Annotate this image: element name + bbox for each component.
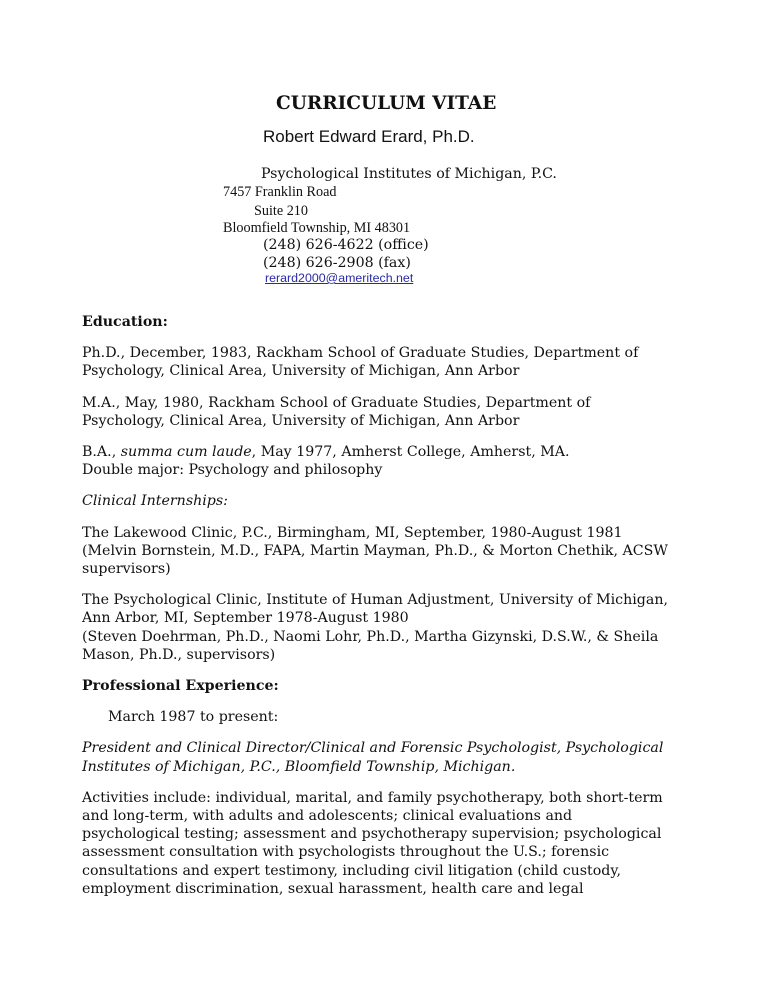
internship-lakewood-line3: supervisors): [82, 561, 171, 578]
degree-phd-line2: Psychology, Clinical Area, University of Michigan, Ann Arbor: [82, 363, 520, 380]
degree-ma-line2: Psychology, Clinical Area, University of Michigan, Ann Arbor: [82, 412, 520, 429]
degree-ba-line1: [82, 443, 692, 461]
degree-ba: [82, 443, 692, 479]
degree-phd: [82, 344, 692, 380]
email-link[interactable]: rerard2000@ameritech.net: [265, 271, 414, 285]
address-suite: Suite 210: [254, 203, 308, 219]
internship-psych-line2: Ann Arbor, MI, September 1978-August 1980: [82, 610, 409, 627]
internships-heading: Clinical Internships:: [82, 493, 228, 510]
experience-activities-line1: Activities include: individual, marital, and family psychotherapy, both short-term: [82, 789, 663, 806]
experience-activities-line4: assessment consultation with psychologists throughout the U.S.; forensic: [82, 844, 610, 861]
experience-activities-line5: consultations and expert testimony, including civil litigation (child custody,: [82, 862, 622, 879]
internship-lakewood: [82, 524, 692, 579]
cv-body: [82, 313, 692, 911]
degree-ba-rest: , May 1977, Amherst College, Amherst, MA.: [251, 444, 570, 461]
degree-ba-prefix: B.A.,: [82, 444, 121, 461]
degree-ma: [82, 394, 692, 430]
education-heading: Education:: [82, 314, 168, 330]
degree-phd-line1: Ph.D., December, 1983, Rackham School of Graduate Studies, Department of: [82, 345, 639, 362]
phone-office: (248) 626-4622 (office): [263, 237, 429, 253]
degree-ma-line1: M.A., May, 1980, Rackham School of Graduate Studies, Department of: [82, 394, 591, 411]
phone-fax: (248) 626-2908 (fax): [263, 255, 411, 271]
address-street: 7457 Franklin Road: [223, 184, 337, 200]
degree-ba-honors: summa cum laude: [120, 444, 252, 461]
internship-psych-line3: (Steven Doehrman, Ph.D., Naomi Lohr, Ph.D., Martha Gizynski, D.S.W., & Sheila: [82, 628, 659, 645]
author-name: Robert Edward Erard, Ph.D.: [263, 127, 475, 146]
experience-period: March 1987 to present:: [108, 709, 279, 726]
experience-activities-line6: employment discrimination, sexual harassment, health care and legal: [82, 880, 584, 897]
internship-psych-clinic: [82, 591, 692, 664]
experience-heading: Professional Experience:: [82, 678, 279, 695]
experience-role: [82, 739, 692, 775]
internship-psych-line4: Mason, Ph.D., supervisors): [82, 646, 276, 663]
internship-lakewood-line2: (Melvin Bornstein, M.D., FAPA, Martin Mayman, Ph.D., & Morton Chethik, ACSW: [82, 542, 668, 559]
document-title: CURRICULUM VITAE: [276, 93, 497, 114]
internship-lakewood-line1: The Lakewood Clinic, P.C., Birmingham, MI, September, 1980-August 1981: [82, 524, 623, 541]
degree-ba-line2: Double major: Psychology and philosophy: [82, 462, 383, 479]
experience-role-line2: Institutes of Michigan, P.C., Bloomfield Township, Michigan.: [82, 758, 516, 775]
address-city: Bloomfield Township, MI 48301: [223, 220, 411, 236]
experience-role-line1: President and Clinical Director/Clinical and Forensic Psychologist, Psychological: [82, 740, 664, 757]
institution-name: Psychological Institutes of Michigan, P.C.: [261, 166, 557, 182]
experience-activities: [82, 789, 692, 898]
internship-psych-line1: The Psychological Clinic, Institute of Human Adjustment, University of Michigan,: [82, 592, 668, 609]
experience-activities-line2: and long-term, with adults and adolescents; clinical evaluations and: [82, 808, 573, 825]
experience-activities-line3: psychological testing; assessment and psychotherapy supervision; psychological: [82, 826, 662, 843]
